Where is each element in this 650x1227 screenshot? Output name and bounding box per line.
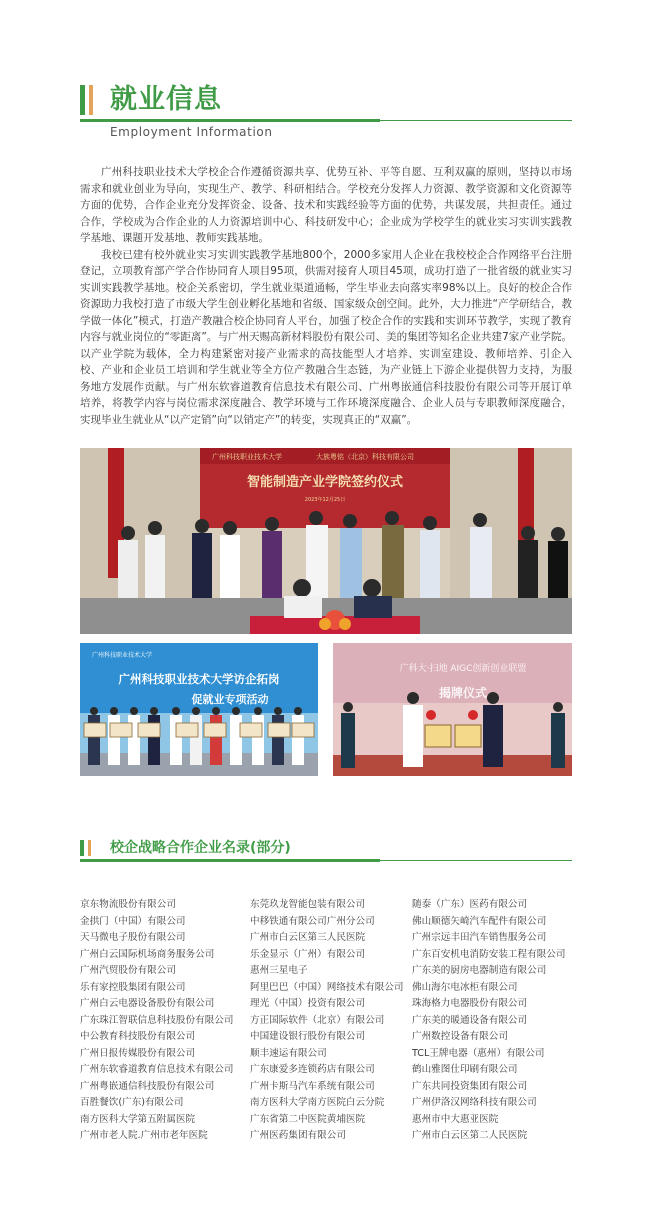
list-item: 广东美的厨房电器制造有限公司 — [412, 965, 547, 976]
header-rule-accent — [80, 119, 380, 122]
list-item: 广州日报传媒股份有限公司 — [80, 1047, 196, 1059]
company-column-1 — [80, 897, 250, 1145]
list-item: 理光（中国）投资有限公司 — [250, 998, 366, 1009]
photo-signing-ceremony — [80, 448, 572, 634]
company-column-3 — [412, 897, 572, 1145]
list-item: 鹤山雅图仕印刷有限公司 — [412, 1064, 518, 1075]
banner-partner-name: 大族粤铭（北京）科技有限公司 — [316, 453, 414, 461]
list-item: 珠海格力电器股份有限公司 — [412, 998, 528, 1009]
list-item: 南方医科大学第五附属医院 — [80, 1113, 196, 1125]
list-item: 广州粤嵌通信科技股份有限公司 — [80, 1080, 215, 1092]
list-item: 南方医科大学南方医院白云分院 — [250, 1097, 385, 1108]
section-bar-green — [80, 840, 84, 856]
banner-alliance-title: 广科大·扫地 AIGC创新创业联盟 — [399, 664, 527, 674]
header-bar-green — [80, 85, 85, 115]
list-item: 金拱门（中国）有限公司 — [80, 915, 186, 927]
list-item: 顺丰速运有限公司 — [250, 1047, 327, 1059]
list-item: 惠州三星电子 — [250, 965, 308, 976]
partner-section-title: 校企战略合作企业名录(部分) — [110, 840, 291, 856]
photo-alliance-unveiling — [333, 643, 572, 776]
list-item: 广东共同投资集团有限公司 — [412, 1080, 528, 1092]
list-item: 广州白云电器设备股份有限公司 — [80, 998, 215, 1009]
section-rule-accent — [80, 859, 380, 862]
list-item: 中移铁通有限公司广州分公司 — [250, 915, 375, 927]
banner-alliance-subtitle: 揭牌仪式 — [438, 686, 488, 700]
list-item: 天马微电子股份有限公司 — [80, 932, 186, 943]
page-title: 就业信息 — [110, 84, 222, 115]
paragraph-1: 广州科技职业技术大学校企合作遵循资源共享、优势互补、平等自愿、互利双赢的原则，坚持以市场需求和就业创业为导向，实现生产、教学、科研相结合。学校充分发挥人力资源、教学资源和文化资源等方面的优势，合作企业充分发挥资金、设备、技术和实践经验等方面的优势，共谋发展，共担责任。通过合作，学校成为合作企业的人力资源培训中心、科技研发中心；企业成为学校学生的就业实习实训实践教学基地、课题开发基地、教师实践基地。 — [80, 166, 572, 244]
list-item: 广州医药集团有限公司 — [250, 1130, 346, 1141]
banner-school-name: 广州科技职业技术大学 — [212, 453, 282, 461]
list-item: 东莞玖龙智能包装有限公司 — [250, 899, 366, 910]
list-item: 广州伊洛汉网络科技有限公司 — [412, 1097, 537, 1108]
company-column-2 — [250, 897, 412, 1145]
intro-text — [80, 164, 572, 428]
header-bar-orange — [89, 85, 93, 115]
list-item: TCL王牌电器（惠州）有限公司 — [412, 1047, 545, 1059]
section-header — [80, 82, 572, 142]
list-item: 乐有家控股集团有限公司 — [80, 981, 186, 993]
banner-date: 2023年12月25日 — [304, 497, 346, 503]
list-item: 佛山海尔电冰柜有限公司 — [412, 981, 518, 993]
list-item: 随泰（广东）医药有限公司 — [412, 899, 528, 910]
banner-school-name-small: 广州科技职业技术大学 — [92, 652, 153, 659]
list-item: 广州汽贸股份有限公司 — [80, 965, 176, 976]
list-item: 广州市白云区第二人民医院 — [412, 1130, 528, 1141]
list-item: 中公教育科技股份有限公司 — [80, 1031, 196, 1042]
list-item: 佛山顺德矢崎汽车配件有限公司 — [412, 915, 547, 927]
list-item: 惠州市中大惠亚医院 — [412, 1113, 499, 1125]
banner-visit-title: 广州科技职业技术大学访企拓岗 — [118, 672, 280, 686]
banner-visit-subtitle: 促就业专项活动 — [191, 693, 269, 706]
list-item: 京东物流股份有限公司 — [80, 899, 176, 910]
list-item: 阿里巴巴（中国）网络技术有限公司 — [250, 981, 404, 993]
photo-employer-visit — [80, 643, 318, 776]
list-item: 广州市老人院.广州市老年医院 — [80, 1130, 208, 1141]
list-item: 广东百安机电消防安装工程有限公司 — [412, 948, 566, 960]
list-item: 广州白云国际机场商务服务公司 — [80, 948, 215, 960]
list-item: 广州卡斯马汽车系统有限公司 — [250, 1080, 375, 1092]
paragraph-2: 我校已建有校外就业实习实训实践教学基地800个，2000多家用人企业在我校校企合作网络平台注册登记，立项教育部产学合作协同育人项目95项，供需对接育人项目45项，成功打造了一批省级的就业实习实训实践教学基地。校企关系密切，学生就业渠道通畅，学生毕业去向落实率98%以上。良好的校企合作资源助力我校打造了市级大学生创业孵化基地和省级、国家级众创空间。此外，大力推进“产学研结合，教学做一体化”模式，打造产教融合校企协同育人平台，加强了校企合作的实践和实训环节教学，实现了教育内容与就业岗位的“零距离”。与广州天赐高新材料股份有限公司、美的集团等知名企业共建7家产业学院。以产业学院为载体，全力构建紧密对接产业需求的高技能型人才培养、实训室建设、教师培养、引企入校、产业和企业员工培训和学生就业等全方位产教融合生态链，为产业链上下游企业提供智力支持，为服务地方发展作贡献。与广州东软睿道教育信息技术有限公司、广州粤嵌通信科技股份有限公司等开展订单培养，将教学内容与岗位需求深度融合、教学环境与工作环境深度融合、企业人员与专职教师深度融合，实现毕业生就业从“以产定销”向“以销定产”的转变，实现真正的“双赢”。 — [80, 248, 572, 426]
partner-section-header — [80, 838, 572, 868]
list-item: 广州宗远丰田汽车销售服务公司 — [412, 932, 547, 943]
list-item: 广东康爱多连锁药店有限公司 — [250, 1064, 375, 1075]
list-item: 百胜餐饮(广东)有限公司 — [80, 1097, 184, 1108]
list-item: 广东珠江智联信息科技股份有限公司 — [80, 1014, 234, 1026]
list-item: 方正国际软件（北京）有限公司 — [250, 1014, 385, 1026]
list-item: 乐金显示（广州）有限公司 — [250, 948, 366, 960]
list-item: 广州东软睿道教育信息技术有限公司 — [80, 1064, 234, 1075]
list-item: 广东美的暖通设备有限公司 — [412, 1014, 528, 1026]
banner-ceremony-title: 智能制造产业学院签约仪式 — [246, 475, 404, 490]
page-subtitle: Employment Information — [110, 125, 273, 139]
section-bar-orange — [88, 840, 91, 856]
list-item: 中国建设银行股份有限公司 — [250, 1031, 366, 1042]
list-item: 广州市白云区第三人民医院 — [250, 932, 366, 943]
list-item: 广东省第二中医院黄埔医院 — [250, 1113, 366, 1125]
list-item: 广州数控设备有限公司 — [412, 1031, 508, 1042]
